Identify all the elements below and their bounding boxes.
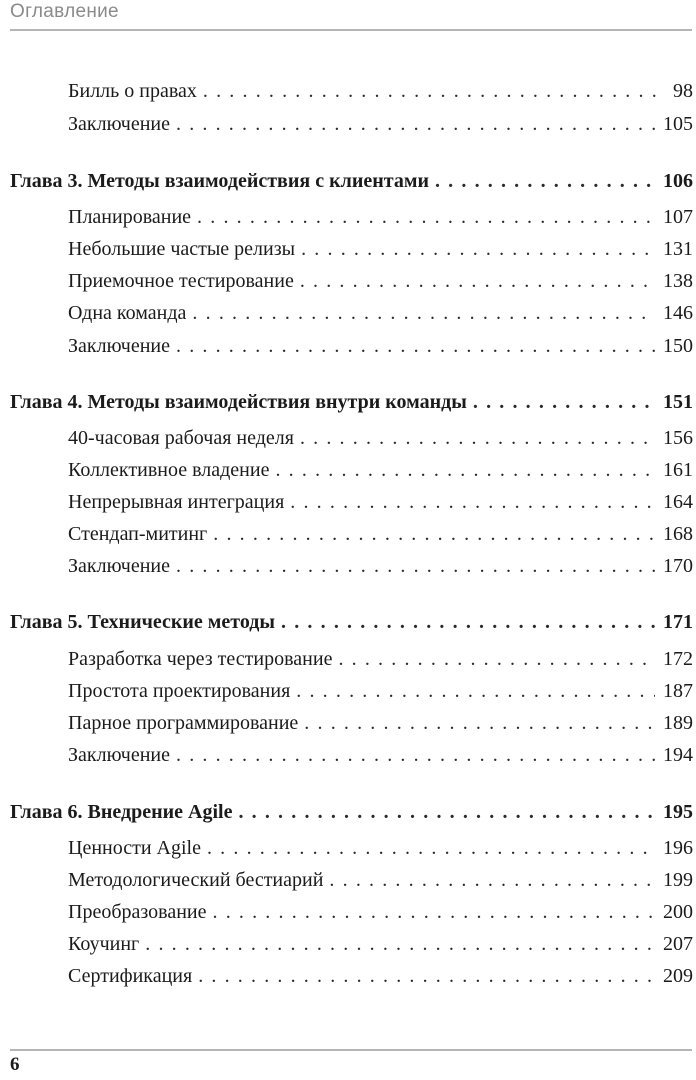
dot-leader	[281, 607, 655, 637]
dot-leader	[197, 202, 655, 232]
dot-leader	[176, 109, 655, 139]
dot-leader	[213, 519, 655, 549]
toc-chapter[interactable]	[10, 607, 693, 637]
toc-entry-page: 146	[663, 302, 693, 324]
dot-leader	[473, 387, 655, 417]
toc-entry-title: Приемочное тестирование	[68, 270, 294, 292]
toc-entry-page: 172	[663, 648, 693, 670]
toc-chapter-page: 171	[663, 611, 693, 633]
dot-leader	[238, 797, 655, 827]
toc-entry-title: Небольшие частые релизы	[68, 238, 296, 260]
toc-entry-page: 156	[663, 427, 693, 449]
dot-leader	[145, 929, 655, 959]
toc-entry[interactable]	[68, 455, 693, 485]
dot-leader	[290, 487, 655, 517]
toc-entry[interactable]	[68, 551, 693, 581]
dot-leader	[176, 331, 655, 361]
toc-entry[interactable]	[68, 897, 693, 927]
dot-leader	[207, 833, 655, 863]
toc-entry[interactable]	[68, 202, 693, 232]
toc-entry-title: Одна команда	[68, 302, 187, 324]
dot-leader	[203, 76, 665, 106]
dot-leader	[192, 298, 655, 328]
toc-entry-page: 150	[663, 335, 693, 357]
toc-entry-title: Заключение	[68, 335, 170, 357]
toc-chapter[interactable]	[10, 166, 693, 196]
dot-leader	[300, 423, 655, 453]
toc-entry-page: 170	[663, 555, 693, 577]
dot-leader	[176, 740, 655, 770]
toc-entry-page: 105	[663, 113, 693, 135]
toc-entry-title: Заключение	[68, 113, 170, 135]
dot-leader	[300, 266, 655, 296]
toc-entry-page: 200	[663, 901, 693, 923]
toc-entry-title: Заключение	[68, 744, 170, 766]
dot-leader	[296, 676, 655, 706]
toc-entry[interactable]	[68, 961, 693, 991]
dot-leader	[213, 897, 656, 927]
toc-chapter-title: Глава 5. Технические методы	[10, 611, 276, 633]
toc-entry-title: Билль о правах	[68, 80, 197, 102]
toc-entry[interactable]	[68, 331, 693, 361]
toc-entry[interactable]	[68, 865, 693, 895]
running-head: Оглавление	[10, 1, 119, 22]
dot-leader	[338, 644, 655, 674]
header-rule	[10, 29, 692, 31]
dot-leader	[304, 708, 655, 738]
toc-entry[interactable]	[68, 740, 693, 770]
toc-entry[interactable]	[68, 833, 693, 863]
toc-entry[interactable]	[68, 266, 693, 296]
toc-entry-page: 98	[673, 80, 693, 102]
toc-chapter-page: 151	[663, 391, 693, 413]
dot-leader	[176, 551, 655, 581]
toc-entry-page: 209	[663, 965, 693, 987]
toc-entry-page: 164	[663, 491, 693, 513]
toc-entry-page: 168	[663, 523, 693, 545]
toc-entry-page: 207	[663, 933, 693, 955]
toc-entry-page: 187	[663, 680, 693, 702]
dot-leader	[301, 234, 655, 264]
toc-entry[interactable]	[68, 519, 693, 549]
toc-entry-title: Коллективное владение	[68, 459, 270, 481]
toc-entry-page: 161	[663, 459, 693, 481]
toc-entry-title: Простота проектирования	[68, 680, 291, 702]
toc-entry[interactable]	[68, 423, 693, 453]
toc-chapter-page: 195	[663, 801, 693, 823]
toc-entry-title: Планирование	[68, 206, 192, 228]
toc-entry-title: Парное программирование	[68, 712, 299, 734]
toc-entry-page: 189	[663, 712, 693, 734]
toc-entry[interactable]	[68, 487, 693, 517]
toc-entry[interactable]	[68, 234, 693, 264]
toc-entry-title: 40-часовая рабочая неделя	[68, 427, 294, 449]
toc-entry-title: Разработка через тестирование	[68, 648, 333, 670]
toc-entry-title: Сертификация	[68, 965, 193, 987]
toc-entry-title: Методологический бестиарий	[68, 869, 324, 891]
toc-entry[interactable]	[68, 708, 693, 738]
footer-rule	[10, 1049, 692, 1051]
toc-chapter-title: Глава 4. Методы взаимодействия внутри команды	[10, 391, 467, 413]
toc-entry-title: Стендап-митинг	[68, 523, 208, 545]
toc-entry-title: Коучинг	[68, 933, 140, 955]
toc-entry-page: 138	[663, 270, 693, 292]
toc-entry[interactable]	[68, 676, 693, 706]
toc-chapter-title: Глава 3. Методы взаимодействия с клиентами	[10, 170, 429, 192]
toc-chapter[interactable]	[10, 387, 693, 417]
toc-entry-title: Ценности Agile	[68, 837, 201, 859]
toc-entry-page: 199	[663, 869, 693, 891]
toc-entry-page: 194	[663, 744, 693, 766]
dot-leader	[198, 961, 655, 991]
toc-chapter-page: 106	[663, 170, 693, 192]
toc-entry[interactable]	[68, 76, 693, 106]
page-number: 6	[10, 1054, 20, 1075]
toc-chapter[interactable]	[10, 797, 693, 827]
toc-entry-page: 131	[663, 238, 693, 260]
toc-entry-title: Непрерывная интеграция	[68, 491, 285, 513]
dot-leader	[435, 166, 655, 196]
toc-entry[interactable]	[68, 298, 693, 328]
toc-entry-title: Заключение	[68, 555, 170, 577]
toc-entry[interactable]	[68, 109, 693, 139]
dot-leader	[329, 865, 655, 895]
toc-entry[interactable]	[68, 929, 693, 959]
toc-chapter-title: Глава 6. Внедрение Agile	[10, 801, 233, 823]
toc-entry-page: 107	[663, 206, 693, 228]
toc-entry[interactable]	[68, 644, 693, 674]
dot-leader	[275, 455, 655, 485]
toc-entry-title: Преобразование	[68, 901, 207, 923]
toc-entry-page: 196	[663, 837, 693, 859]
